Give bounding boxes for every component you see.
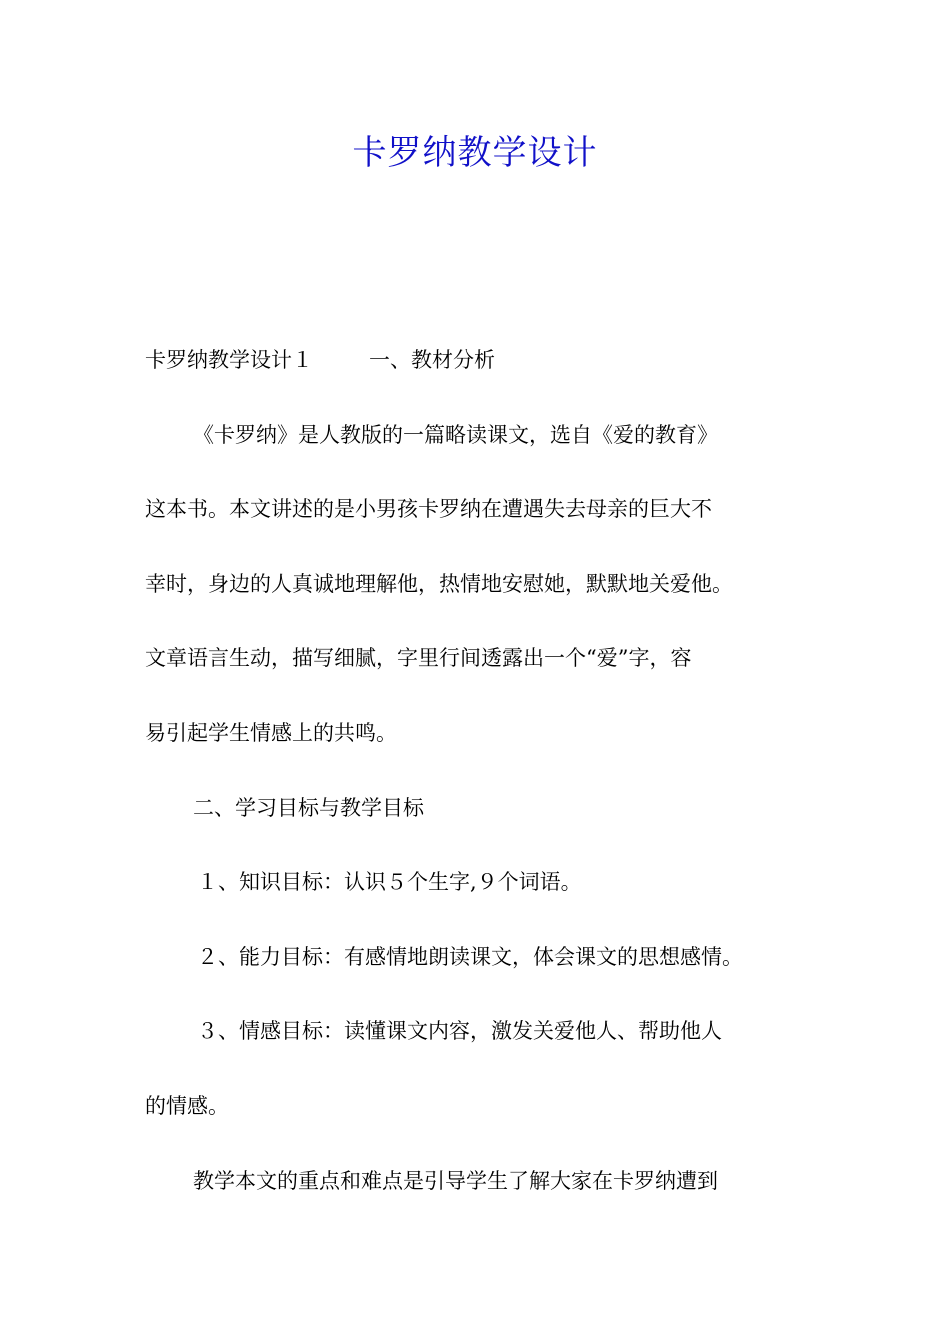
document-title: 卡罗纳教学设计: [352, 133, 598, 173]
goal-emotion-line-2: 的情感。: [145, 1093, 229, 1118]
goal-emotion-line-1: ３、情感目标：读懂课文内容，激发关爱他人、帮助他人: [197, 1019, 722, 1044]
goal-knowledge: １、知识目标：认识５个生字,９个词语。: [197, 870, 582, 895]
paragraph1-line-1: 《卡罗纳》是人教版的一篇略读课文，选自《爱的教育》: [193, 422, 718, 447]
section1-subheading: 一、教材分析: [369, 348, 495, 372]
goal-ability: ２、能力目标：有感情地朗读课文，体会课文的思想感情。: [197, 944, 743, 969]
paragraph1-line-2: 这本书。本文讲述的是小男孩卡罗纳在遭遇失去母亲的巨大不: [145, 497, 712, 522]
section1-heading-line: [145, 338, 810, 413]
paragraph1-line-4: 文章语言生动，描写细腻，字里行间透露出一个“爱”字，容: [145, 646, 692, 671]
paragraph-last-line: 教学本文的重点和难点是引导学生了解大家在卡罗纳遭到: [193, 1168, 718, 1193]
paragraph1-line-3: 幸时，身边的人真诚地理解他，热情地安慰她，默默地关爱他。: [145, 571, 733, 596]
document-body: [145, 338, 810, 1233]
section2-heading: 二、学习目标与教学目标: [193, 795, 424, 820]
paragraph1-line-5: 易引起学生情感上的共鸣。: [145, 720, 397, 745]
section1-heading: 卡罗纳教学设计１: [145, 348, 313, 372]
